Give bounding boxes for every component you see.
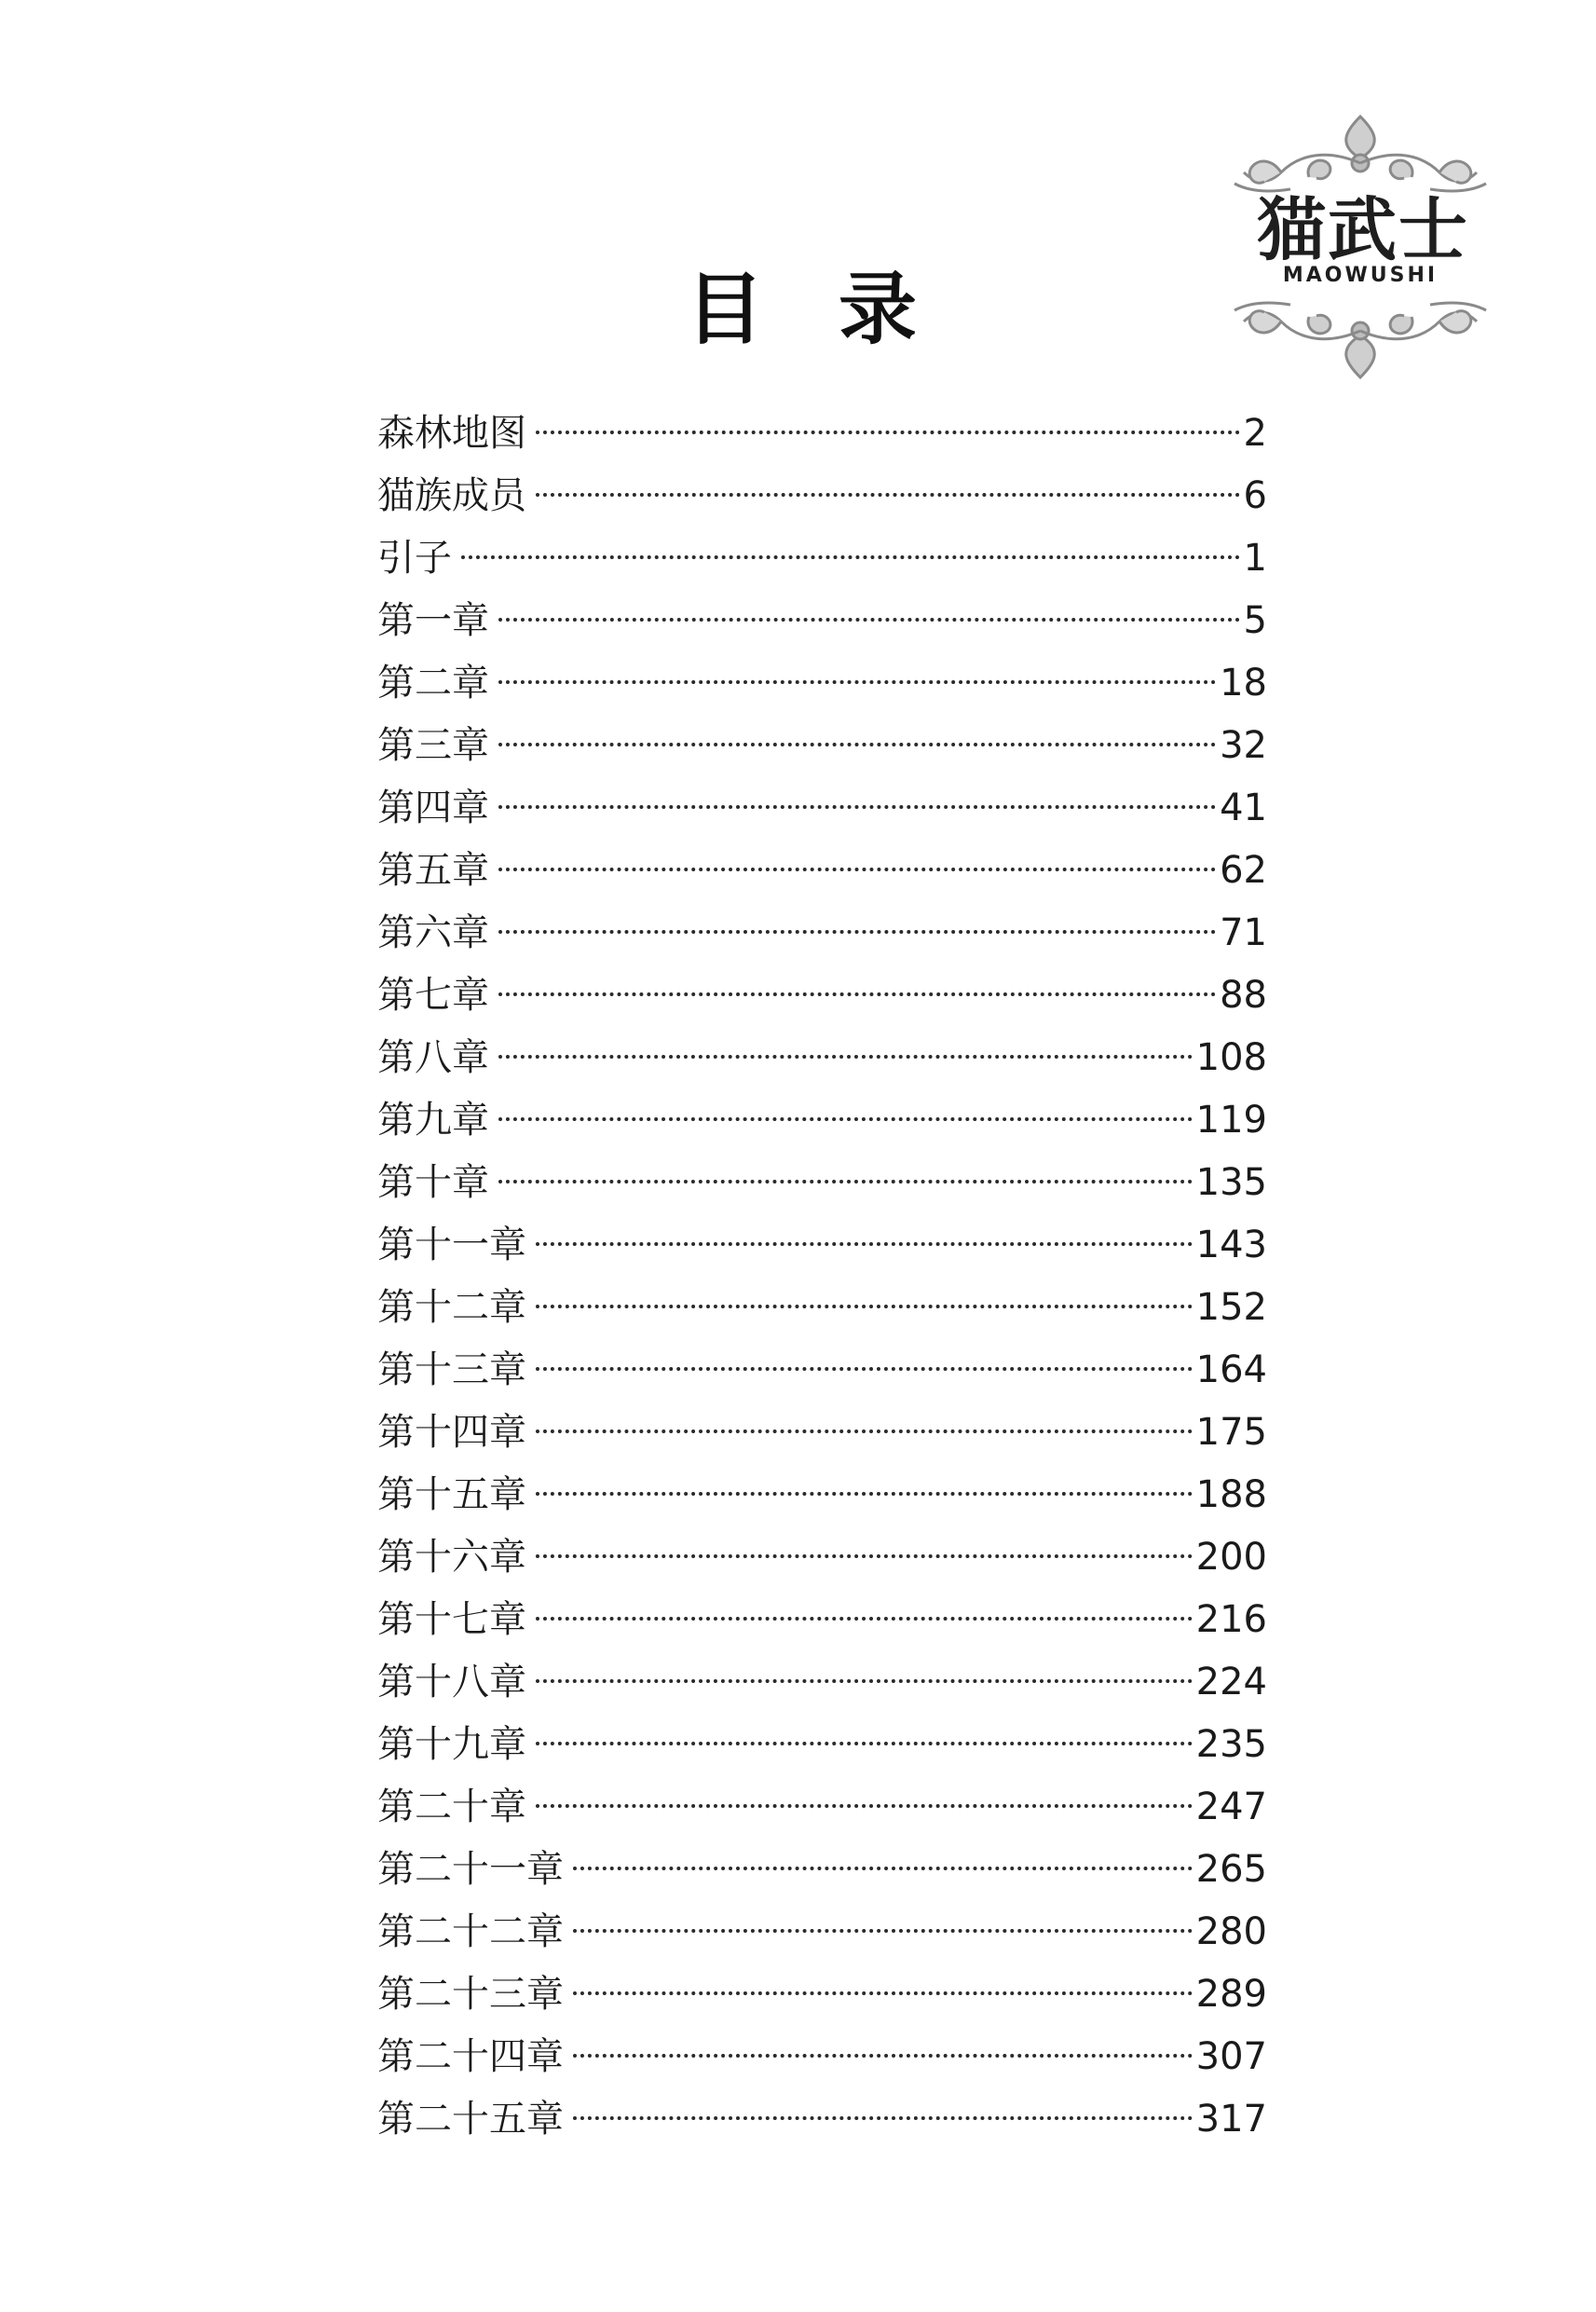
toc-leader-dots — [461, 555, 1240, 559]
toc-entry-page: 200 — [1195, 1536, 1267, 1579]
toc-entry-page: 143 — [1195, 1224, 1267, 1266]
toc-leader-dots — [573, 1867, 1193, 1870]
toc-entry-page: 164 — [1195, 1348, 1267, 1391]
toc-entry-label: 第二十二章 — [377, 1910, 564, 1953]
toc-leader-dots — [536, 1492, 1193, 1496]
toc-leader-dots — [498, 868, 1216, 871]
toc-entry[interactable] — [377, 1963, 1267, 2026]
toc-leader-dots — [498, 680, 1216, 684]
toc-leader-dots — [498, 992, 1216, 996]
toc-entry[interactable] — [377, 840, 1267, 902]
logo-title: 猫武士 — [1257, 190, 1469, 270]
toc-entry-label: 第十六章 — [377, 1536, 526, 1579]
toc-leader-dots — [498, 743, 1216, 746]
toc-entry-label: 森林地图 — [377, 412, 526, 455]
toc-entry-label: 第五章 — [377, 849, 489, 892]
toc-leader-dots — [498, 618, 1240, 622]
toc-leader-dots — [573, 2054, 1193, 2058]
toc-leader-dots — [536, 1742, 1193, 1745]
toc-entry-page: 175 — [1195, 1411, 1267, 1454]
toc-leader-dots — [498, 1055, 1193, 1059]
toc-leader-dots — [536, 431, 1240, 434]
toc-entry[interactable] — [377, 1651, 1267, 1714]
logo-subtitle: MAOWUSHI — [1282, 264, 1439, 287]
toc-entry-label: 猫族成员 — [377, 474, 526, 517]
toc-leader-dots — [573, 2116, 1193, 2120]
toc-entry-label: 第二十四章 — [377, 2035, 564, 2078]
toc-entry-page: 1 — [1243, 537, 1267, 580]
toc-leader-dots — [498, 1180, 1193, 1183]
toc-entry-page: 18 — [1220, 662, 1267, 705]
toc-entry-page: 119 — [1195, 1099, 1267, 1142]
toc-entry[interactable] — [377, 1901, 1267, 1963]
toc-entry-label: 第十九章 — [377, 1723, 526, 1766]
toc-entry-page: 188 — [1195, 1473, 1267, 1516]
toc-leader-dots — [498, 805, 1216, 809]
toc-entry[interactable] — [377, 1526, 1267, 1589]
toc-entry-label: 第二十三章 — [377, 1973, 564, 2016]
toc-entry-page: 235 — [1195, 1723, 1267, 1766]
toc-leader-dots — [498, 1117, 1193, 1121]
toc-entry-page: 265 — [1195, 1848, 1267, 1891]
toc-entry-label: 第二十五章 — [377, 2098, 564, 2141]
toc-entry-page: 32 — [1220, 724, 1267, 767]
toc-entry-label: 第十五章 — [377, 1473, 526, 1516]
toc-leader-dots — [536, 1554, 1193, 1558]
page-title-char-2: 录 — [839, 263, 918, 355]
toc-entry[interactable] — [377, 2026, 1267, 2088]
toc-entry-page: 41 — [1220, 787, 1267, 829]
toc-leader-dots — [536, 1679, 1193, 1683]
toc-entry-label: 第二章 — [377, 662, 489, 705]
toc-entry[interactable] — [377, 1839, 1267, 1901]
toc-entry-page: 2 — [1243, 412, 1267, 455]
toc-entry[interactable] — [377, 403, 1267, 465]
toc-entry-label: 第一章 — [377, 599, 489, 642]
toc-entry[interactable] — [377, 1714, 1267, 1776]
toc-entry[interactable] — [377, 1277, 1267, 1339]
toc-entry-label: 第四章 — [377, 787, 489, 829]
toc-entry-page: 317 — [1195, 2098, 1267, 2141]
toc-entry-page: 62 — [1220, 849, 1267, 892]
toc-leader-dots — [536, 1804, 1193, 1808]
toc-entry[interactable] — [377, 590, 1267, 652]
toc-entry-label: 引子 — [377, 537, 452, 580]
toc-entry-page: 307 — [1195, 2035, 1267, 2078]
toc-entry-label: 第二十一章 — [377, 1848, 564, 1891]
toc-entry[interactable] — [377, 652, 1267, 715]
toc-leader-dots — [536, 493, 1240, 497]
series-logo — [1216, 107, 1505, 387]
toc-entry-label: 第十八章 — [377, 1661, 526, 1703]
toc-entry-page: 152 — [1195, 1286, 1267, 1329]
toc-entry-page: 6 — [1243, 474, 1267, 517]
toc-entry[interactable] — [377, 1589, 1267, 1651]
toc-entry[interactable] — [377, 1089, 1267, 1152]
toc-entry-page: 289 — [1195, 1973, 1267, 2016]
toc-entry[interactable] — [377, 902, 1267, 964]
toc-entry-page: 108 — [1195, 1036, 1267, 1079]
toc-entry-page: 247 — [1195, 1785, 1267, 1828]
toc-entry[interactable] — [377, 527, 1267, 590]
toc-entry-label: 第十七章 — [377, 1598, 526, 1641]
toc-entry-label: 第六章 — [377, 911, 489, 954]
toc-leader-dots — [536, 1367, 1193, 1371]
toc-entry[interactable] — [377, 777, 1267, 840]
toc-entry-label: 第十四章 — [377, 1411, 526, 1454]
toc-entry-label: 第九章 — [377, 1099, 489, 1142]
toc-leader-dots — [536, 1617, 1193, 1621]
toc-entry-label: 第三章 — [377, 724, 489, 767]
toc-entry-page: 5 — [1243, 599, 1267, 642]
toc-entry-page: 88 — [1220, 974, 1267, 1017]
toc-leader-dots — [536, 1242, 1193, 1246]
toc-leader-dots — [536, 1305, 1193, 1308]
toc-leader-dots — [498, 930, 1216, 934]
toc-entry-label: 第二十章 — [377, 1785, 526, 1828]
toc-entry[interactable] — [377, 1027, 1267, 1089]
toc-entry[interactable] — [377, 1464, 1267, 1526]
toc-leader-dots — [573, 1929, 1193, 1933]
toc-entry[interactable] — [377, 1402, 1267, 1464]
toc-entry-label: 第七章 — [377, 974, 489, 1017]
toc-entry[interactable] — [377, 465, 1267, 527]
toc-entry-page: 135 — [1195, 1161, 1267, 1204]
toc-entry[interactable] — [377, 715, 1267, 777]
toc-entry[interactable] — [377, 1776, 1267, 1839]
toc-entry[interactable] — [377, 964, 1267, 1027]
table-of-contents — [377, 403, 1267, 2151]
toc-entry[interactable] — [377, 2088, 1267, 2151]
toc-entry-page: 71 — [1220, 911, 1267, 954]
toc-entry-page: 216 — [1195, 1598, 1267, 1641]
toc-entry[interactable] — [377, 1339, 1267, 1402]
toc-entry-page: 224 — [1195, 1661, 1267, 1703]
toc-entry[interactable] — [377, 1152, 1267, 1214]
toc-leader-dots — [573, 1991, 1193, 1995]
toc-entry[interactable] — [377, 1214, 1267, 1277]
toc-entry-label: 第十三章 — [377, 1348, 526, 1391]
toc-entry-label: 第十章 — [377, 1161, 489, 1204]
toc-leader-dots — [536, 1430, 1193, 1433]
page-title — [652, 263, 950, 356]
toc-entry-page: 280 — [1195, 1910, 1267, 1953]
toc-entry-label: 第八章 — [377, 1036, 489, 1079]
toc-entry-label: 第十一章 — [377, 1224, 526, 1266]
page-title-char-1: 目 — [685, 263, 764, 355]
toc-entry-label: 第十二章 — [377, 1286, 526, 1329]
